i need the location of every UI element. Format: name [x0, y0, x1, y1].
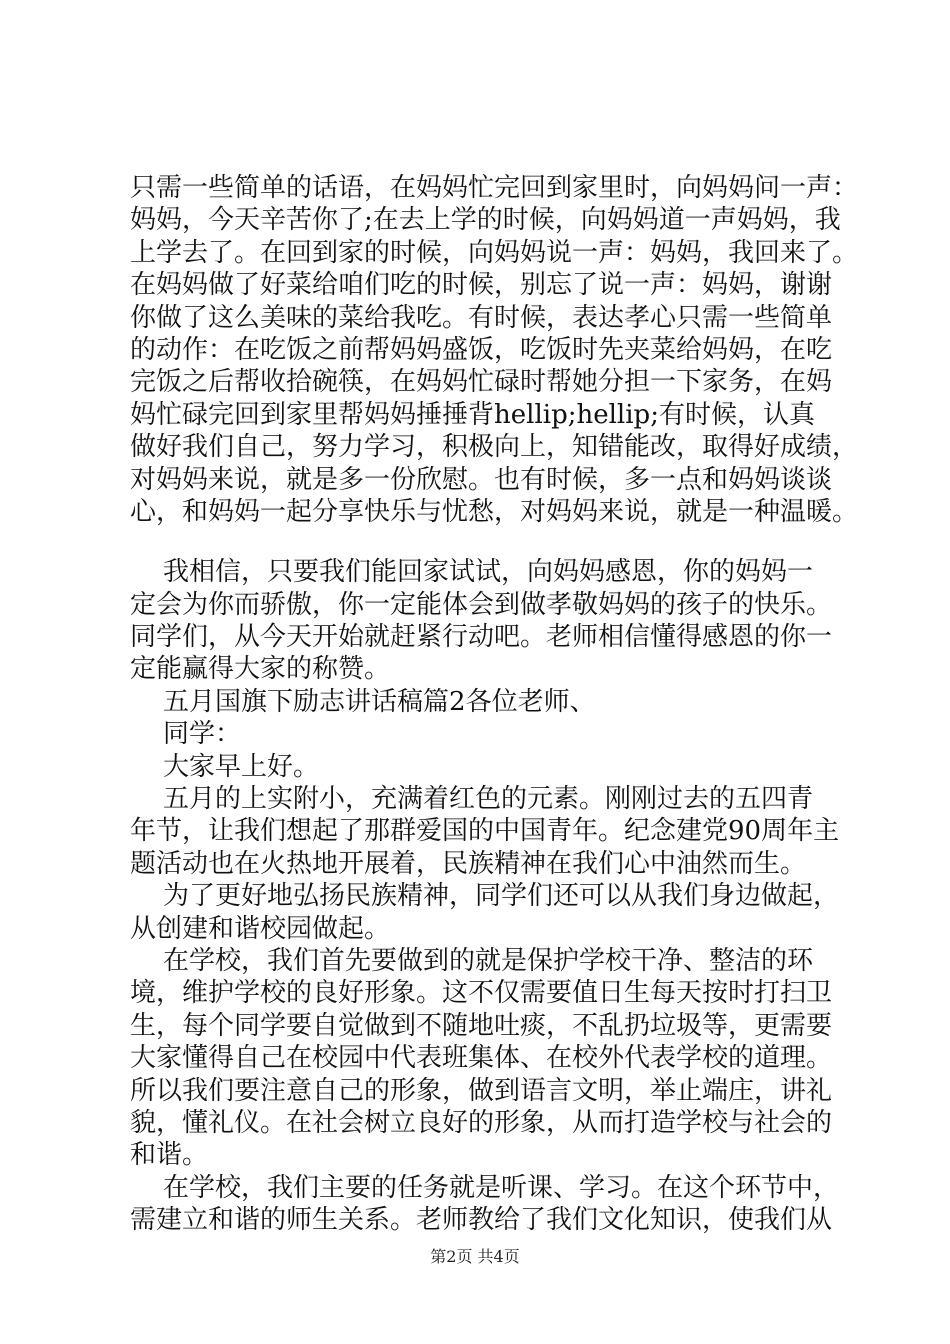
text-line: 做好我们自己，努力学习，积极向上，知错能改，取得好成绩， [130, 432, 859, 463]
text-line: 需建立和谐的师生关系。老师教给了我们文化知识，使我们从 [130, 1205, 833, 1236]
text-line: 年节，让我们想起了那群爱国的中国青年。纪念建党90周年主 [130, 816, 840, 847]
text-line: 大家懂得自己在校园中代表班集体、在校外代表学校的道理。 [130, 1043, 833, 1074]
text-line: 同学们，从今天开始就赶紧行动吧。老师相信懂得感恩的你一 [130, 622, 833, 653]
text-line: 五月的上实附小，充满着红色的元素。刚刚过去的五四青 [130, 784, 814, 815]
text-line: 大家早上好。 [130, 751, 320, 782]
text-line: 生，每个同学要自觉做到不随地吐痰，不乱扔垃圾等，更需要 [130, 1010, 833, 1041]
text-line: 在妈妈做了好菜给咱们吃的时候，别忘了说一声：妈妈，谢谢 [130, 270, 833, 301]
paragraph-2 [130, 556, 833, 686]
document-body [130, 172, 859, 1237]
paragraph-3 [130, 686, 840, 1237]
paragraph-gap [130, 528, 830, 556]
text-line: 我相信，只要我们能回家试试，向妈妈感恩，你的妈妈一 [130, 557, 814, 588]
text-line: 五月国旗下励志讲话稿篇2各位老师、 [130, 686, 596, 717]
text-line: 貌，懂礼仪。在社会树立良好的形象，从而打造学校与社会的 [130, 1107, 833, 1138]
text-line: 上学去了。在回到家的时候，向妈妈说一声：妈妈，我回来了。 [130, 237, 859, 268]
text-line: 为了更好地弘扬民族精神，同学们还可以从我们身边做起， [130, 881, 840, 912]
text-line: 完饭之后帮收拾碗筷，在妈妈忙碌时帮她分担一下家务，在妈 [130, 367, 833, 398]
text-line: 定能赢得大家的称赞。 [130, 654, 391, 685]
text-line: 心，和妈妈一起分享快乐与忧愁，对妈妈来说，就是一种温暖。 [130, 496, 859, 527]
text-line: 同学： [130, 719, 242, 750]
text-line: 妈妈，今天辛苦你了;在去上学的时候，向妈妈道一声妈妈，我 [130, 205, 841, 236]
text-line: 只需一些简单的话语，在妈妈忙完回到家里时，向妈妈问一声： [130, 173, 859, 203]
text-line: 在学校，我们主要的任务就是听课、学习。在这个环节中， [130, 1172, 840, 1203]
text-line: 所以我们要注意自己的形象，做到语言文明，举止端庄，讲礼 [130, 1075, 833, 1106]
text-line: 题活动也在火热地开展着，民族精神在我们心中油然而生。 [130, 848, 807, 879]
text-line: 定会为你而骄傲，你一定能体会到做孝敬妈妈的孩子的快乐。 [130, 589, 833, 620]
text-line: 境，维护学校的良好形象。这不仅需要值日生每天按时打扫卫 [130, 978, 833, 1009]
text-line: 的动作：在吃饭之前帮妈妈盛饭，吃饭时先夹菜给妈妈，在吃 [130, 334, 833, 365]
text-line: 从创建和谐校园做起。 [130, 913, 391, 944]
text-line: 在学校，我们首先要做到的就是保护学校干净、整洁的环 [130, 945, 814, 976]
text-line: 对妈妈来说，就是多一份欣慰。也有时候，多一点和妈妈谈谈 [130, 464, 833, 495]
page-footer [0, 1247, 950, 1267]
page-number-label: 第2页 共4页 [430, 1247, 520, 1266]
text-line: 妈忙碌完回到家里帮妈妈捶捶背hellip;hellip;有时候，认真 [130, 399, 815, 430]
text-line: 你做了这么美味的菜给我吃。有时候，表达孝心只需一些简单 [130, 302, 833, 333]
text-line: 和谐。 [130, 1140, 209, 1171]
paragraph-1 [130, 172, 859, 528]
